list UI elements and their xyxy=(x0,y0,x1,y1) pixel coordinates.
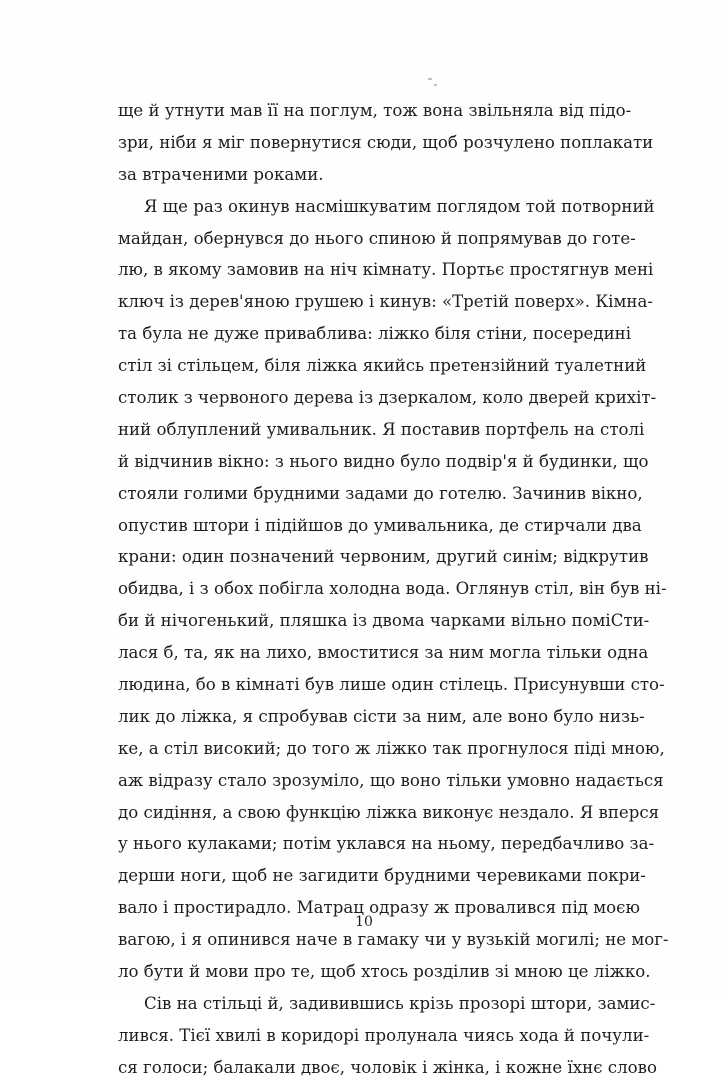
paragraph-first-line: Сів на стільці й, задивившись крізь прозорі штори, замис- xyxy=(144,993,656,1013)
text-line: ся голоси; балакали двоє, чоловік і жінка, і кожне їхнє слово xyxy=(118,1057,657,1077)
text-line: до сидіння, а свою функцію ліжка виконує нездало. Я вперся xyxy=(118,802,660,822)
text-line: ло бути й мови про те, щоб хтось розділив зі мною це ліжко. xyxy=(118,962,651,982)
text-line: й відчинив вікно: з нього видно було подвір'я й будинки, що xyxy=(118,451,649,471)
text-line: вало і простирадло. Матрац одразу ж провалився під моєю xyxy=(118,898,640,918)
text-line: би й нічогенький, пляшка із двома чарками вільно поміСти- xyxy=(118,611,650,631)
text-line: опустив штори і підійшов до умивальника, де стирчали два xyxy=(118,515,642,535)
text-line: стіл зі стільцем, біля ліжка якийсь претензійний туалетний xyxy=(118,356,647,376)
text-line: ке, а стіл високий; до того ж ліжко так прогнулося піді мною, xyxy=(118,738,665,758)
text-line: ключ із дерев'яною грушею і кинув: «Третій поверх». Кімна- xyxy=(118,292,653,312)
print-speck xyxy=(428,78,432,80)
text-line: лик до ліжка, я спробував сісти за ним, але воно було низь- xyxy=(118,706,645,726)
print-speck xyxy=(434,84,437,86)
text-line: за втраченими роками. xyxy=(118,164,324,184)
text-line: людина, бо в кімнаті був лише один стілець. Присунувши сто- xyxy=(118,675,665,695)
text-line: дерши ноги, щоб не загидити брудними черевиками покри- xyxy=(118,866,646,886)
text-line: вагою, і я опинився наче в гамаку чи у вузькій могилі; не мог- xyxy=(118,930,669,950)
text-line: крани: один позначений червоним, другий синім; відкрутив xyxy=(118,547,649,567)
text-line: зри, ніби я міг повернутися сюди, щоб розчулено поплакати xyxy=(118,132,654,152)
text-line: столик з червоного дерева із дзеркалом, коло дверей крихіт- xyxy=(118,388,657,408)
text-line: ще й утнути мав її на поглум, тож вона звільняла від підо- xyxy=(118,101,632,120)
text-line: та була не дуже приваблива: ліжко біля стіни, посередині xyxy=(118,324,632,344)
text-line: лася б, та, як на лихо, вмоститися за ним могла тільки одна xyxy=(118,643,649,663)
text-line: ний облуплений умивальник. Я поставив портфель на столі xyxy=(118,419,645,439)
text-line: обидва, і з обох побігла холодна вода. Оглянув стіл, він був ні- xyxy=(118,579,667,599)
paragraph-first-line: Я ще раз окинув насмішкуватим поглядом той потворний xyxy=(144,196,655,216)
text-line: лився. Тієї хвилі в коридорі пролунала чиясь хода й почули- xyxy=(118,1025,650,1045)
text-line: аж відразу стало зрозуміло, що воно тільки умовно надається xyxy=(118,770,664,790)
body-text xyxy=(118,95,669,1084)
text-line: стояли голими брудними задами до готелю. Зачинив вікно, xyxy=(118,483,643,503)
text-line: майдан, обернувся до нього спиною й попрямував до готе- xyxy=(118,228,636,248)
text-line: у нього кулаками; потім уклався на ньому, передбачливо за- xyxy=(118,834,655,854)
page-number: 10 xyxy=(355,914,373,930)
text-line: лю, в якому замовив на ніч кімнату. Портьє простягнув мені xyxy=(118,260,654,280)
